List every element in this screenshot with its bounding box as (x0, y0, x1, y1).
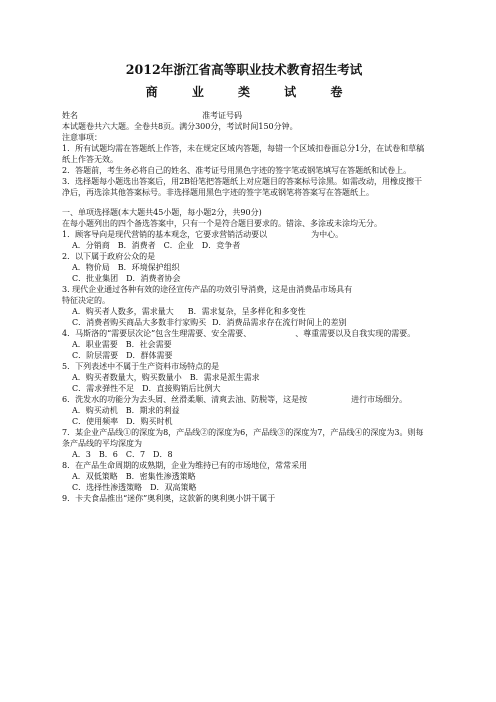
exam-subtitle: 商 业 类 试 卷 (145, 85, 358, 99)
question-2-stem: 2．以下属于政府公众的是 (62, 252, 156, 261)
name-label: 姓名 (62, 111, 78, 120)
question-6-options: A．购买动机 B．期求的利益 (72, 406, 180, 415)
notice-item: 3．选择题每小题选出答案后，用2B铅笔把答题纸上对应题目的答案标号涂黑。如需改动，用橡皮擦干净后，再选涂其他答案标号。非选择题用黑色字迹的签字笔或钢笔将答案写在答题纸上。 (62, 177, 423, 197)
question-9-stem: 9．卡夫食品推出“迷你”奥利奥，这款新的奥利奥小饼干属于 (62, 494, 276, 503)
question-1-options: A．分销商 B．消费者 C．企业 D．竞争者 (72, 241, 241, 250)
question-5-options: A．购买者数量大，购买数量小 B．需求是派生需求 (72, 373, 260, 382)
section-heading: 一、单项选择题(本大题共45小题，每小题2分，共90分) (62, 208, 262, 217)
question-5-options: C．需求弹性不足 D．直接购销后比例大 (72, 384, 221, 393)
question-7-options: A．3 B．6 C．7 D．8 (72, 450, 173, 459)
exam-info: 本试题卷共六大题。全卷共8页。满分300分，考试时间150分钟。 (62, 122, 298, 131)
question-5-stem: 5．下列表述中不属于生产资料市场特点的是 (62, 362, 220, 371)
name-id-line (62, 110, 426, 121)
question-2-options: C．批业集团 D．消费者协会 (72, 274, 181, 283)
notice-item: 2．答题前，考生务必将自己的姓名、准考证号用黑色字迹的签字笔或钢笔填写在答题纸和试卷上。 (62, 166, 412, 175)
question-4-options: A．职业需要 B．社会需要 (72, 340, 172, 349)
question-6-stem: 6．洗发水的功能分为去头屑、丝滑柔顺、清爽去油、防脱等，这是按 进行市场细分。 (62, 395, 408, 404)
notice-title: 注意事项： (62, 133, 102, 142)
question-8-stem: 8．在产品生命周期的成熟期，企业为维持已有的市场地位，常常采用 (62, 461, 308, 470)
exam-title: 2012年浙江省高等职业技术教育招生考试 (125, 62, 363, 77)
question-1-stem: 1．顾客导向是现代营销的基本观念，它要求营销活动要以 为中心。 (62, 230, 344, 239)
question-4-options: C．阶层需要 D．群体需要 (72, 351, 173, 360)
question-2-options: A．物价局 B．环境保护组织 (72, 263, 180, 272)
question-8-options: C．选择性渗透策略 D．双高策略 (72, 483, 197, 492)
question-4-stem: 4．马斯洛的“需要层次论”包含生理需要、安全需要、 、尊重需要以及自我实现的需要。 (62, 329, 416, 338)
question-7-stem: 7．某企业产品线①的深度为8，产品线②的深度为6，产品线③的深度为7，产品线④的深度为3。则每条产品线的平均深度为 (62, 428, 424, 448)
question-3-options: A．购买者人数多，需求量大 B．需求复杂，呈多样化和多变性 (72, 307, 306, 316)
question-8-options: A．双低策略 B．密集性渗透策略 (72, 472, 196, 481)
id-label: 准考证号码 (202, 111, 242, 120)
question-3-stem: 3. 现代企业通过各种有效的途径宣传产品的功效引导消费，这是由消费品市场具有 (62, 285, 353, 294)
question-3-stem: 特征决定的。 (62, 296, 110, 305)
notice-item: 1．所有试题均需在答题纸上作答，未在规定区域内答题，每错一个区域扣卷面总分1分，在试卷和草稿纸上作答无效。 (62, 144, 425, 164)
question-6-options: C．使用频率 D．购买时机 (72, 417, 173, 426)
question-3-options: C．消费者购买商品大多数非行家购买 D．消费品需求存在流行时间上的差别 (72, 318, 347, 327)
section-instruction: 在每小题列出的四个备选答案中，只有一个是符合题目要求的。错涂、多涂或未涂均无分。 (62, 219, 382, 228)
